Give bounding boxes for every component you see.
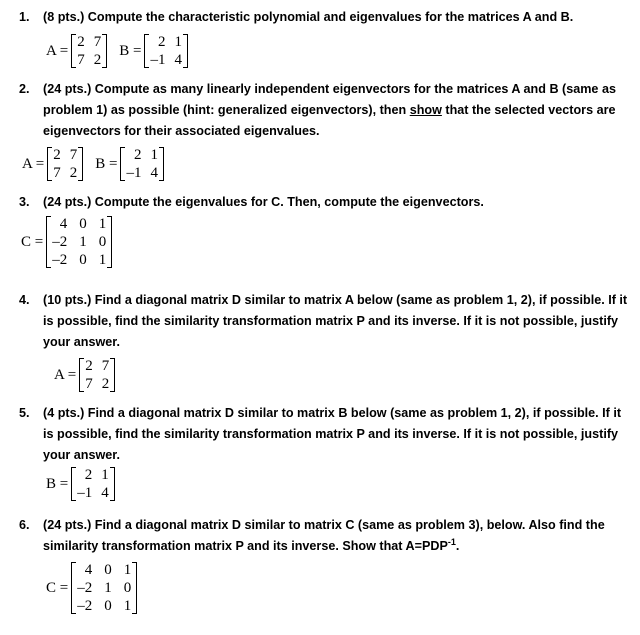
matrix-entry: 1: [79, 234, 87, 250]
matrix-entry: 2: [101, 376, 110, 392]
matrix-body: [71, 33, 107, 69]
matrix-body: [144, 33, 188, 69]
matrix-b: [46, 466, 115, 502]
matrix-entry: –1: [150, 52, 166, 68]
matrix-entry: 1: [150, 147, 158, 163]
matrix-body: [46, 215, 112, 269]
problem-4-matrices: [54, 357, 115, 393]
matrix-entry: 4: [101, 485, 109, 501]
matrix-entry: –1: [77, 485, 93, 501]
matrix-entry: –2: [52, 252, 68, 268]
problem-number: 6.: [19, 518, 30, 532]
matrix-entry: 4: [150, 165, 158, 181]
problem-4: [19, 290, 629, 353]
problem-text: (24 pts.) Compute the eigenvalues for C. Then, compute the eigenvectors.: [43, 195, 484, 209]
matrix-c: [21, 215, 112, 269]
matrix-entry: 0: [104, 562, 112, 578]
problem-text: (10 pts.) Find a diagonal matrix D similar to matrix A below (same as problem 1, 2), if possible. If it is possible, find the similarity transformation matrix P and its inverse. If it is not possible, justify your answer.: [43, 293, 628, 349]
matrix-label: A =: [54, 366, 77, 383]
matrix-entry: 2: [77, 34, 85, 50]
problem-text-part: .: [455, 539, 460, 553]
matrix-entry: 4: [59, 216, 68, 232]
matrix-entry: 2: [157, 34, 166, 50]
matrix-body: [120, 146, 164, 182]
matrix-label: B =: [46, 475, 69, 492]
matrix-a: [46, 33, 107, 69]
matrix-entry: 2: [84, 467, 93, 483]
problem-text-part: (24 pts.) Compute as many linearly independent eigenvectors for the matrices A and B (same as problem 1) as possible (hint: generalized eigenvectors), then: [43, 82, 616, 117]
matrix-entry: 1: [104, 580, 112, 596]
matrix-label: A =: [46, 42, 69, 59]
problem-6-matrices: [46, 561, 137, 615]
matrix-entry: 0: [104, 598, 112, 614]
matrix-b: [95, 146, 164, 182]
matrix-entry: 4: [84, 562, 93, 578]
problem-2-matrices: [22, 146, 164, 182]
matrix-entry: 7: [53, 165, 61, 181]
superscript-inverse: -1: [447, 536, 456, 547]
matrix-entry: 7: [69, 147, 78, 163]
matrix-entry: 1: [101, 467, 109, 483]
problem-1-matrices: [46, 33, 188, 69]
problem-number: 2.: [19, 82, 30, 96]
matrix-entry: 2: [93, 52, 102, 68]
matrix-entry: –2: [52, 234, 68, 250]
problem-text-part: that the selected vectors are eigenvectors for their associated eigenvalues.: [43, 103, 616, 138]
matrix-entry: –2: [77, 598, 93, 614]
matrix-entry: 7: [77, 52, 85, 68]
matrix-label: B =: [95, 155, 118, 172]
problem-text: (8 pts.) Compute the characteristic polynomial and eigenvalues for the matrices A and B.: [43, 10, 574, 24]
matrix-label: C =: [21, 233, 44, 250]
problem-text: (4 pts.) Find a diagonal matrix D similar to matrix B below (same as problem 1, 2), if possible. If it is possible, find the similarity transformation matrix P and its inverse. If it is not possible, justify your answer.: [43, 406, 622, 462]
emphasis-show: show: [409, 103, 442, 117]
matrix-entry: 2: [69, 165, 78, 181]
matrix-entry: 4: [174, 52, 182, 68]
problem-text: [43, 79, 629, 142]
matrix-entry: 0: [98, 234, 107, 250]
problem-1: [19, 7, 629, 28]
matrix-label: A =: [22, 155, 45, 172]
matrix-entry: 2: [133, 147, 142, 163]
matrix-entry: 1: [174, 34, 182, 50]
matrix-entry: 1: [123, 562, 132, 578]
matrix-entry: 7: [93, 34, 102, 50]
matrix-a: [22, 146, 83, 182]
matrix-entry: 0: [123, 580, 132, 596]
problem-number: 3.: [19, 195, 30, 209]
matrix-label: B =: [119, 42, 142, 59]
matrix-a: [54, 357, 115, 393]
problem-3-matrices: [21, 215, 112, 269]
matrix-entry: 0: [79, 252, 87, 268]
problem-text: [43, 515, 629, 557]
problem-2: [19, 79, 629, 142]
problem-5: [19, 403, 629, 466]
matrix-entry: 7: [85, 376, 93, 392]
problem-number: 5.: [19, 406, 30, 420]
problem-number: 1.: [19, 10, 30, 24]
matrix-body: [47, 146, 83, 182]
matrix-entry: –1: [126, 165, 142, 181]
matrix-body: [71, 561, 137, 615]
matrix-entry: 2: [53, 147, 61, 163]
matrix-c: [46, 561, 137, 615]
problem-number: 4.: [19, 293, 30, 307]
matrix-entry: –2: [77, 580, 93, 596]
problem-5-matrices: [46, 466, 115, 502]
matrix-entry: 7: [101, 358, 110, 374]
matrix-entry: 0: [79, 216, 87, 232]
problem-text-part: (24 pts.) Find a diagonal matrix D similar to matrix C (same as problem 3), below. Also find the similarity transformation matrix P and its inverse. Show that A=PDP: [43, 518, 605, 553]
problem-3: [19, 192, 629, 213]
matrix-b: [119, 33, 188, 69]
matrix-body: [71, 466, 115, 502]
matrix-entry: 1: [98, 252, 107, 268]
matrix-body: [79, 357, 115, 393]
matrix-entry: 1: [98, 216, 107, 232]
problem-6: [19, 515, 629, 557]
matrix-entry: 2: [85, 358, 93, 374]
matrix-entry: 1: [123, 598, 132, 614]
matrix-label: C =: [46, 579, 69, 596]
